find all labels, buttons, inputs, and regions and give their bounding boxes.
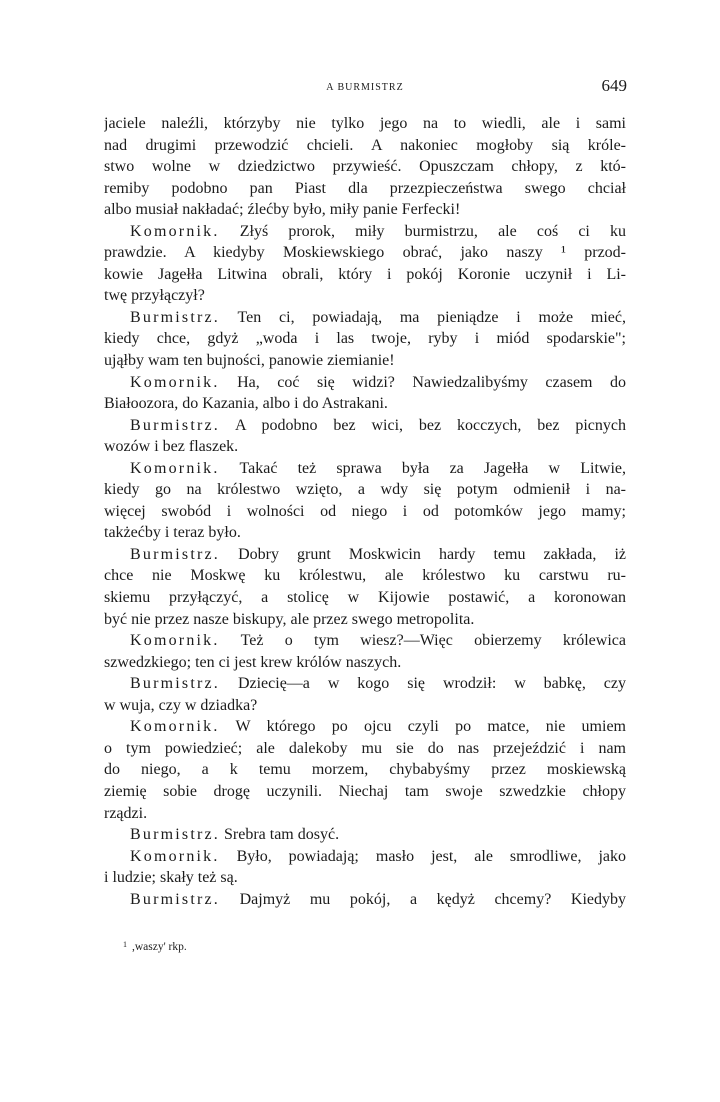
line-text: ująłby wam ten bujności, panowie ziemianie!: [104, 352, 395, 370]
line-text: A podobno bez wici, bez kocczych, bez picnych: [235, 416, 626, 434]
text-line: [104, 630, 626, 652]
speaker-name: Komornik.: [130, 459, 220, 477]
text-line: [104, 415, 626, 437]
text-line: [104, 328, 626, 350]
text-line: [104, 135, 626, 157]
line-text: kowie Jagełła Litwina obrali, który i pokój Koronie uczynił i Li-: [104, 265, 626, 283]
line-text: skiemu przyłączyć, a stolicę w Kijowie postawić, a koronowan: [104, 589, 626, 607]
footnote: [123, 940, 187, 953]
line-text: w wuja, czy w dziadka?: [104, 696, 258, 714]
text-line: [104, 393, 626, 415]
speaker-name: Burmistrz.: [130, 826, 220, 844]
text-line: [104, 587, 626, 609]
line-text: do niego, a k temu morzem, chybabyśmy przez moskiewską: [104, 761, 626, 779]
text-line: [104, 867, 626, 889]
line-text: takżećby i teraz było.: [104, 524, 241, 542]
text-line: [104, 781, 626, 803]
line-text: i ludzie; skały też są.: [104, 869, 238, 887]
text-line: [104, 738, 626, 760]
text-line: [104, 458, 626, 480]
text-line: [104, 178, 626, 200]
text-line: [104, 759, 626, 781]
text-line: [104, 673, 626, 695]
line-text: Białoozora, do Kazania, albo i do Astrakani.: [104, 395, 388, 413]
line-text: stwo wolne w dziedzictwo przywieść. Opuszczam chłopy, z któ-: [104, 158, 626, 176]
text-line: [104, 695, 626, 717]
text-line: [104, 716, 626, 738]
line-text: Złyś prorok, miły burmistrzu, ale coś ci ku: [239, 222, 626, 240]
speaker-name: Burmistrz.: [130, 416, 220, 434]
text-line: [104, 242, 626, 264]
text-line: [104, 479, 626, 501]
line-text: remiby podobno pan Piast dla przezpieczeństwa swego chciał: [104, 179, 626, 197]
speaker-name: Komornik.: [130, 222, 220, 240]
line-text: prawdzie. A kiedyby Moskiewskiego obrać, jako naszy ¹ przod-: [104, 244, 626, 262]
line-text: chce nie Moskwę ku królestwu, ale królestwo ku carstwu ru-: [104, 567, 626, 585]
text-line: [104, 199, 626, 221]
line-text: rządzi.: [104, 804, 148, 822]
speaker-name: Komornik.: [130, 718, 220, 736]
line-text: kiedy go na królestwo wzięto, a wdy się potym odmienił i na-: [104, 481, 626, 499]
line-text: Też o tym wiesz?—Więc obierzemy królewica: [240, 632, 626, 650]
line-text: twę przyłączył?: [104, 287, 205, 305]
text-line: [104, 307, 626, 329]
text-line: [104, 501, 626, 523]
line-text: ziemię sobie drogę uczynili. Niechaj tam swoje szwedzkie chłopy: [104, 782, 626, 800]
speaker-name: Burmistrz.: [130, 308, 220, 326]
footnote-mark: 1: [123, 940, 127, 949]
text-line: [104, 350, 626, 372]
line-text: Srebra tam dosyć.: [224, 826, 340, 844]
line-text: jaciele naleźli, którzyby nie tylko jego na to wiedli, ale i sami: [104, 115, 626, 132]
speaker-name: Komornik.: [130, 847, 220, 865]
line-text: Dobry grunt Moskwicin hardy temu zakłada, iż: [238, 545, 626, 563]
line-text: kiedy chce, gdyż „woda i las twoje, ryby i miód spodarskie";: [104, 330, 626, 348]
text-line: [104, 652, 626, 674]
text-line: [104, 113, 626, 135]
body-text: [104, 113, 626, 910]
line-text: o tym powiedzieć; ale dalekoby mu sie do nas przejeździć i nam: [104, 739, 626, 757]
text-line: [104, 221, 626, 243]
speaker-name: Komornik.: [130, 373, 220, 391]
text-line: [104, 803, 626, 825]
line-text: Było, powiadają; masło jest, ale smrodliwe, jako: [236, 847, 626, 865]
line-text: więcej swobód i wolności od niego i od potomków jego mamy;: [104, 502, 626, 520]
line-text: Ten ci, powiadają, ma pieniądze i może mieć,: [237, 308, 626, 326]
line-text: Dajmyż mu pokój, a kędyż chcemy? Kiedyby: [239, 890, 626, 908]
text-line: [104, 436, 626, 458]
footnote-text: ,waszy' rkp.: [132, 941, 187, 953]
text-line: [104, 264, 626, 286]
speaker-name: Komornik.: [130, 632, 220, 650]
page-number: 649: [601, 76, 627, 95]
text-line: [104, 156, 626, 178]
running-title: A BURMISTRZ: [326, 82, 404, 93]
line-text: nad drugimi przewodzić chcieli. A nakoniec mogłoby sią króle-: [104, 136, 626, 154]
line-text: Dziecię—a w kogo się wrodził: w babkę, czy: [237, 675, 626, 693]
text-line: [104, 609, 626, 631]
line-text: szwedzkiego; ten ci jest krew królów naszych.: [104, 653, 402, 671]
running-head: [105, 76, 625, 100]
line-text: Ha, coć się widzi? Nawiedzalibyśmy czasem do: [237, 373, 626, 391]
text-line: [104, 285, 626, 307]
line-text: być nie przez nasze biskupy, ale przez swego metropolita.: [104, 610, 475, 628]
line-text: albo musiał nakładać; źlećby było, miły panie Ferfecki!: [104, 201, 461, 219]
line-text: wozów i bez flaszek.: [104, 438, 239, 456]
text-line: [104, 372, 626, 394]
text-line: [104, 846, 626, 868]
text-line: [104, 565, 626, 587]
speaker-name: Burmistrz.: [130, 890, 220, 908]
text-line: [104, 522, 626, 544]
speaker-name: Burmistrz.: [130, 545, 220, 563]
line-text: Takać też sprawa była za Jagełła w Litwie,: [239, 459, 626, 477]
line-text: W którego po ojcu czyli po matce, nie umiem: [235, 718, 626, 736]
text-line: [104, 544, 626, 566]
speaker-name: Burmistrz.: [130, 675, 220, 693]
text-line: [104, 824, 626, 846]
text-line: [104, 889, 626, 911]
